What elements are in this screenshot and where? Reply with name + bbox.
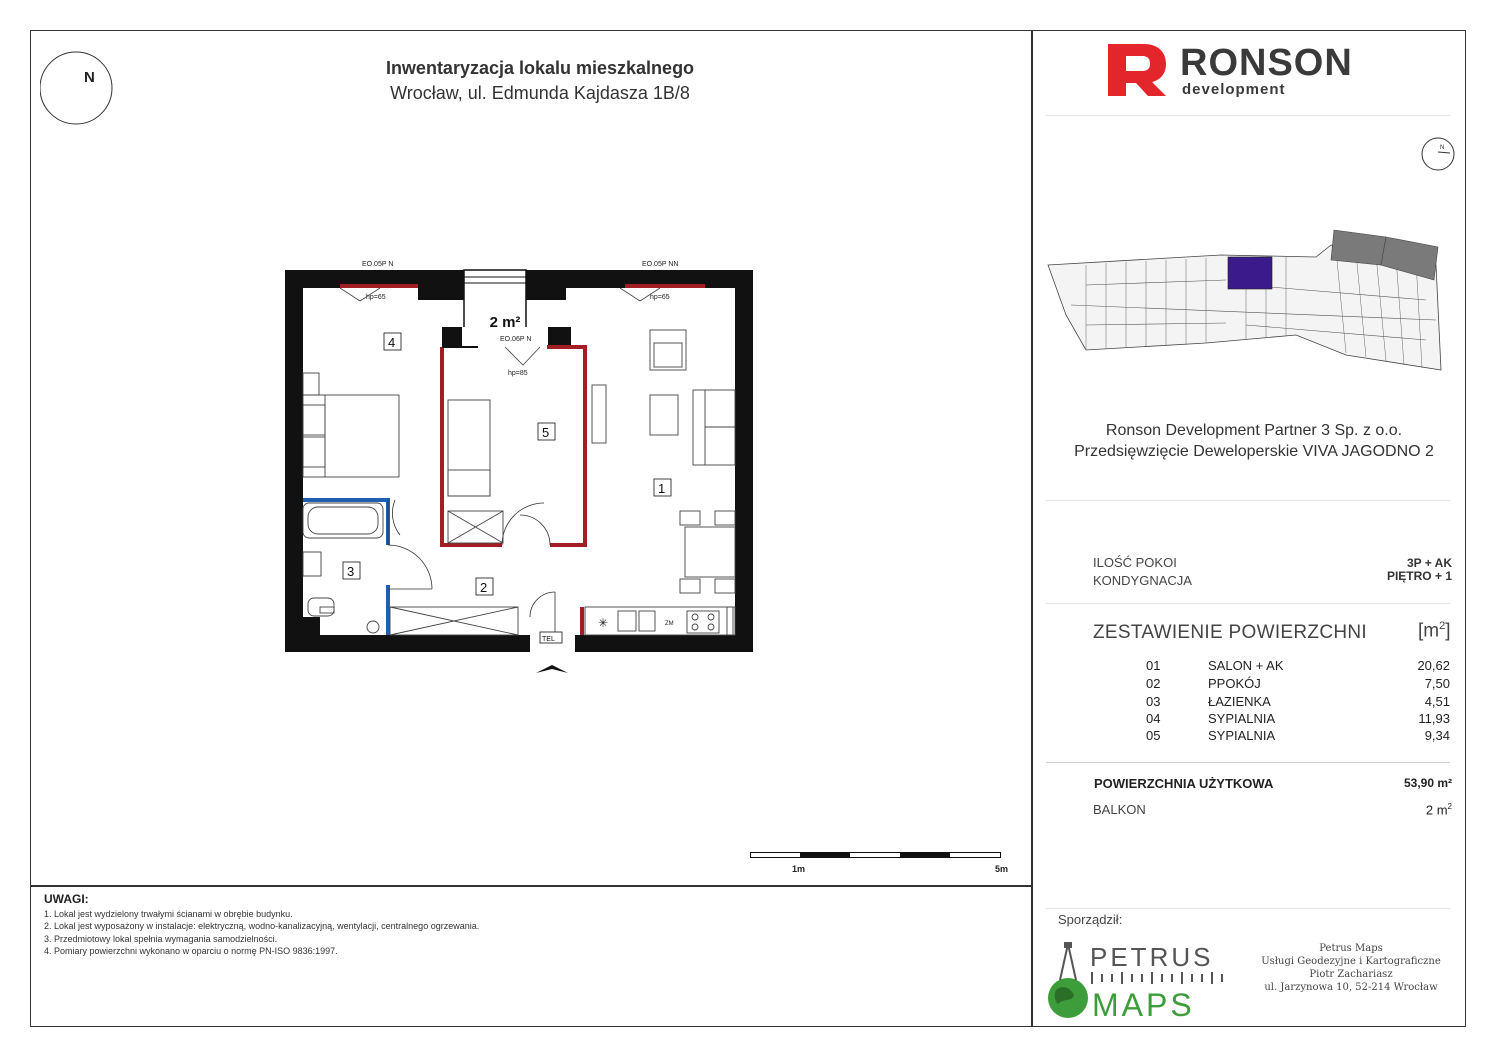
window-label-2: EO.05P NN [642,261,679,268]
company-name: Ronson Development Partner 3 Sp. z o.o. [1105,422,1403,439]
separator [1046,762,1450,763]
surveyor-firm: Petrus Maps [1319,943,1383,954]
balcony-area-label: 2 m² [489,314,521,331]
note-item: 4. Pomiary powierzchni wykonano w oparciu o normę PN-ISO 9836:1997. [44,946,338,956]
rooms-count-value: 3P + AK [1406,556,1452,570]
brand-name: RONSON [1180,42,1353,84]
notes-divider [30,885,1031,887]
note-item: 1. Lokal jest wydzielony trwałymi ścianami w obrębie budynku. [44,908,293,919]
brand-sub: development [1182,81,1286,98]
separator [1046,500,1450,501]
total-area-label: POWIERZCHNIA UŻYTKOWA [1094,776,1274,791]
svg-text:MAPS: MAPS [1092,987,1195,1022]
balcony-label: BALKON [1093,802,1146,817]
page-title: Inwentaryzacja lokalu mieszkalnego [385,58,695,78]
ronson-logo-icon [1108,44,1168,96]
total-area-value: 53,90 m² [1403,776,1452,790]
apartment-highlight [1228,257,1272,289]
note-item: 2. Lokal jest wyposażony w instalacje: elektryczną, wodno-kanalizacyjną, wentylacji, centralnego ogrzewania. [44,921,480,931]
petrus-maps-logo [1044,940,1240,1022]
room-tag-3: 3 [347,564,355,579]
room-tag-1: 1 [658,481,666,496]
note-item: 3. Przedmiotowy lokal spełnia wymagania samodzielności. [44,933,278,944]
room-tag-4: 4 [388,335,396,350]
company-block [1046,420,1462,462]
floor-plan [280,255,760,680]
site-plan-map [1046,225,1446,375]
surveyor-person: Piotr Zachariasz [1309,969,1393,980]
summary-unit: $[m^2]$ [1418,620,1451,642]
table-row: 05 SYPIALNIA 9,34 [1146,728,1450,743]
address-line: Wrocław, ul. Edmunda Kajdasza 1B/8 [390,83,690,103]
rooms-count-label: ILOŚĆ POKOI [1093,555,1177,570]
svg-text:PETRUS: PETRUS [1090,942,1214,972]
table-row: 02 PPOKÓJ 7,50 [1146,676,1450,691]
scale-label-5m: 5m [995,864,1009,874]
small-compass-icon [1420,136,1460,172]
table-row: 03 ŁAZIENKA 4,51 [1146,694,1450,709]
room-tag-5: 5 [542,425,550,440]
summary-title: ZESTAWIENIE POWIERZCHNI [1093,622,1367,643]
window-label-3: EO.06P N [500,336,532,343]
window-dim-hp85: hp=85 [508,370,528,377]
scale-label-1m: 1m [792,864,806,874]
page-title-block [300,58,780,104]
entry-label: TEL [542,636,555,643]
panel-divider [1031,30,1033,1027]
svg-text:N: N [1440,145,1445,151]
balcony-value: 2 $m^2$ [1425,802,1452,818]
svg-text:✳: ✳ [598,616,609,630]
entry-arrow-icon [536,665,568,673]
fixture-label-zm: ZM [665,621,674,627]
compass-label: N [84,69,95,86]
prepared-by-label: Sporządził: [1058,912,1123,927]
surveyor-services: Usługi Geodezyjne i Kartograficzne [1261,956,1441,967]
separator [1046,603,1450,604]
window-dim-hp65-right: hp=65 [650,294,670,301]
room-tag-2: 2 [480,580,488,595]
surveyor-info [1236,942,1466,994]
table-row: 04 SYPIALNIA 11,93 [1146,711,1450,726]
separator [1046,115,1450,116]
project-name: Przedsięwzięcie Deweloperskie VIVA JAGODNO 2 [1074,443,1434,460]
window-label-1: EO.05P N [362,261,394,268]
table-row: 01 SALON + AK 20,62 [1146,658,1450,673]
window-dim-hp65-left: hp=65 [366,294,386,301]
notes-heading: UWAGI: [44,892,89,906]
separator [1046,908,1450,909]
surveyor-address: ul. Jarzynowa 10, 52-214 Wrocław [1264,982,1438,993]
north-compass-icon [40,50,114,128]
scale-bar [750,852,1002,860]
notes-block [44,893,479,958]
floor-label: KONDYGNACJA [1093,573,1192,588]
floor-value: PIĘTRO + 1 [1386,569,1452,583]
